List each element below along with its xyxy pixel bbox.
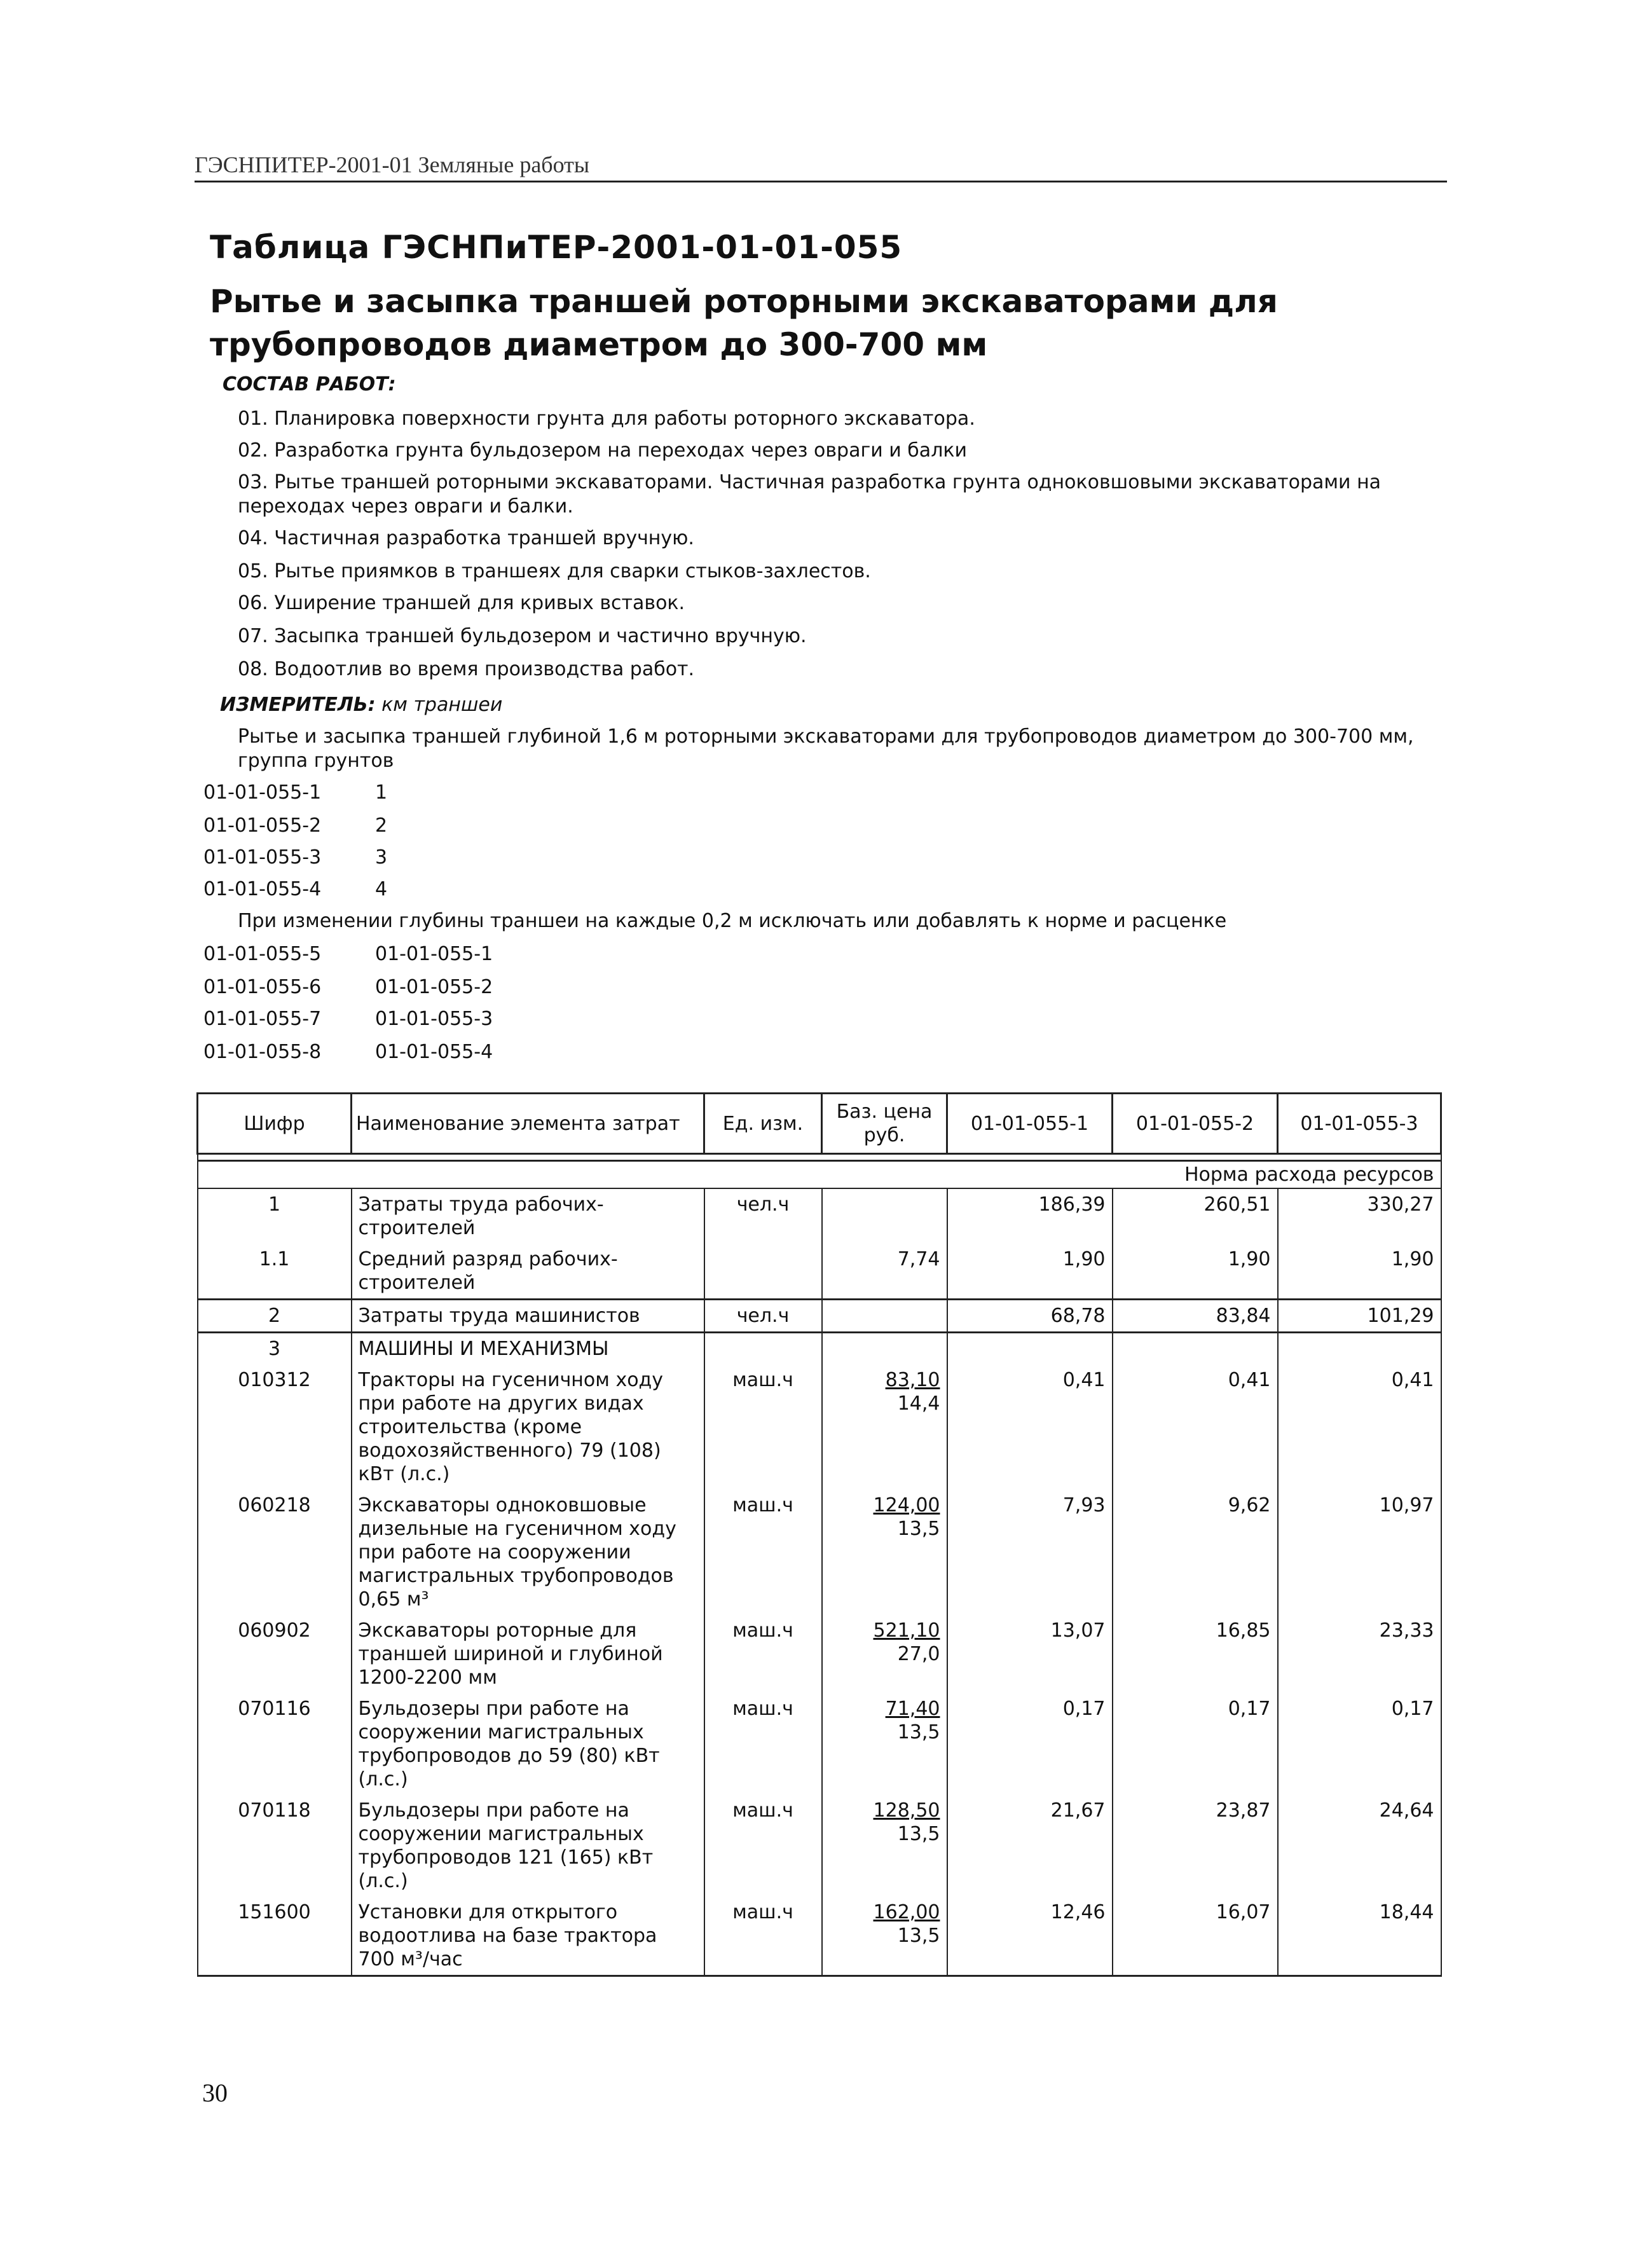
cell-price [822, 1490, 947, 1615]
cell-unit: маш.ч [704, 1490, 822, 1615]
price-rate: 13,5 [897, 1518, 940, 1540]
cell-value-2: 23,87 [1113, 1795, 1278, 1897]
cell-code: 010312 [198, 1364, 352, 1490]
cell-code: 3 [198, 1333, 352, 1365]
code: 01-01-055-8 [203, 1041, 322, 1063]
price-value: 124,00 [873, 1494, 940, 1516]
header-col1: 01-01-055-1 [947, 1094, 1113, 1154]
cell-code: 2 [198, 1300, 352, 1333]
price-value: 162,00 [873, 1901, 940, 1923]
cell-unit: чел.ч [704, 1300, 822, 1333]
cell-unit: маш.ч [704, 1897, 822, 1976]
price-value: 71,40 [885, 1698, 940, 1720]
table-row [198, 1897, 1441, 1976]
cell-code: 060218 [198, 1490, 352, 1615]
running-header: ГЭСНПИТЕР-2001-01 Земляные работы [195, 151, 1447, 182]
code-value: 01-01-055-2 [375, 976, 493, 998]
cell-unit: маш.ч [704, 1615, 822, 1693]
cell-price [822, 1300, 947, 1333]
cell-value-1: 12,46 [947, 1897, 1113, 1976]
cell-name: Тракторы на гусеничном ходу при работе на других видах строительства (кроме водохозяйственного) 79 (108) кВт (л.с.) [352, 1364, 704, 1490]
table-row [198, 1615, 1441, 1693]
cell-name: Затраты труда рабочих-строителей [352, 1188, 704, 1244]
code-value: 1 [375, 781, 388, 804]
work-item: 08. Водоотлив во время производства работ. [238, 658, 695, 680]
work-item: 04. Частичная разработка траншей вручную. [238, 527, 694, 549]
cell-value-2: 1,90 [1113, 1244, 1278, 1300]
table-row [198, 1188, 1441, 1244]
cell-code: 070116 [198, 1693, 352, 1795]
price-rate: 13,5 [897, 1925, 940, 1947]
cell-name: Затраты труда машинистов [352, 1300, 704, 1333]
cell-name: Экскаваторы роторные для траншей шириной и глубиной 1200-2200 мм [352, 1615, 704, 1693]
depth-note: При изменении глубины траншеи на каждые 0,2 м исключать или добавлять к норме и расценке [238, 910, 1227, 932]
table-row [198, 1300, 1441, 1333]
cell-code: 1.1 [198, 1244, 352, 1300]
cell-value-3: 330,27 [1278, 1188, 1441, 1244]
table-row [198, 1333, 1441, 1365]
price-value: 128,50 [873, 1799, 940, 1822]
header-code: Шифр [198, 1094, 352, 1154]
price-rate: 13,5 [897, 1721, 940, 1743]
resource-norm-table [196, 1092, 1442, 1977]
subheader: Норма расхода ресурсов [198, 1161, 1441, 1189]
table-title: Таблица ГЭСНПиТЕР-2001-01-01-055 [210, 229, 903, 266]
measure-text [220, 693, 502, 717]
header-price: Баз. цена руб. [822, 1094, 947, 1154]
code-value: 01-01-055-4 [375, 1041, 493, 1063]
cell-value-2: 16,85 [1113, 1615, 1278, 1693]
cell-code: 1 [198, 1188, 352, 1244]
price-rate: 14,4 [897, 1392, 940, 1415]
price-rate: 13,5 [897, 1823, 940, 1845]
table-row [198, 1364, 1441, 1490]
table-row [198, 1795, 1441, 1897]
work-item: 01. Планировка поверхности грунта для работы роторного экскаватора. [238, 408, 975, 430]
header-col2: 01-01-055-2 [1113, 1094, 1278, 1154]
cell-code: 070118 [198, 1795, 352, 1897]
code-value: 4 [375, 878, 388, 900]
work-item: 02. Разработка грунта бульдозером на переходах через овраги и балки [238, 439, 967, 462]
cell-name: Средний разряд рабочих-строителей [352, 1244, 704, 1300]
cell-unit [704, 1244, 822, 1300]
cell-value-2: 260,51 [1113, 1188, 1278, 1244]
code-value: 2 [375, 814, 388, 837]
cell-price [822, 1897, 947, 1976]
code: 01-01-055-2 [203, 814, 322, 837]
code: 01-01-055-6 [203, 976, 322, 998]
header-name: Наименование элемента затрат [352, 1094, 704, 1154]
cell-code: 151600 [198, 1897, 352, 1976]
cell-price [822, 1615, 947, 1693]
cell-name: Бульдозеры при работе на сооружении магистральных трубопроводов до 59 (80) кВт (л.с.) [352, 1693, 704, 1795]
code-value: 01-01-055-3 [375, 1008, 493, 1030]
cell-value-1: 7,93 [947, 1490, 1113, 1615]
cell-value-3: 23,33 [1278, 1615, 1441, 1693]
page-number: 30 [202, 2079, 228, 2107]
cell-value-1: 0,41 [947, 1364, 1113, 1490]
cell-value-2: 83,84 [1113, 1300, 1278, 1333]
work-item: 07. Засыпка траншей бульдозером и частично вручную. [238, 625, 807, 647]
work-composition-label: СОСТАВ РАБОТ: [223, 373, 396, 395]
code: 01-01-055-4 [203, 878, 322, 900]
cell-value-2: 16,07 [1113, 1897, 1278, 1976]
cell-unit: маш.ч [704, 1364, 822, 1490]
table-subtitle: Рытье и засыпка траншей роторными экскаваторами для трубопроводов диаметром до 300-700 мм [210, 283, 1278, 363]
table-row [198, 1490, 1441, 1615]
cell-value-3: 24,64 [1278, 1795, 1441, 1897]
cell-price: 7,74 [822, 1244, 947, 1300]
header-unit: Ед. изм. [704, 1094, 822, 1154]
code: 01-01-055-3 [203, 846, 322, 869]
price-value: 521,10 [873, 1619, 940, 1642]
work-item: 05. Рытье приямков в траншеях для сварки стыков-захлестов. [238, 560, 871, 582]
cell-value-2: 0,41 [1113, 1364, 1278, 1490]
measure-label: ИЗМЕРИТЕЛЬ: [220, 694, 376, 716]
cell-value-3: 0,41 [1278, 1364, 1441, 1490]
cell-price [822, 1364, 947, 1490]
table-header-row [198, 1094, 1441, 1154]
cell-value-1: 186,39 [947, 1188, 1113, 1244]
cell-price [822, 1188, 947, 1244]
cell-name: Установки для открытого водоотлива на базе трактора 700 м³/час [352, 1897, 704, 1976]
cell-name: Бульдозеры при работе на сооружении магистральных трубопроводов 121 (165) кВт (л.с.) [352, 1795, 704, 1897]
cell-price [822, 1693, 947, 1795]
cell-name: МАШИНЫ И МЕХАНИЗМЫ [352, 1333, 704, 1365]
description: Рытье и засыпка траншей глубиной 1,6 м роторными экскаваторами для трубопроводов диаметром до 300-700 мм, группа грунтов [238, 725, 1414, 772]
price-value: 83,10 [885, 1369, 940, 1391]
cell-price [822, 1795, 947, 1897]
code-value: 01-01-055-1 [375, 943, 493, 965]
cell-value-3: 10,97 [1278, 1490, 1441, 1615]
cell-value-2: 9,62 [1113, 1490, 1278, 1615]
work-item: 03. Рытье траншей роторными экскаваторами. Частичная разработка грунта одноковшовыми экскаваторами на переходах через овраги и балки. [238, 471, 1382, 518]
cell-value-3: 18,44 [1278, 1897, 1441, 1976]
cell-unit: маш.ч [704, 1693, 822, 1795]
measure-value: км траншеи [381, 694, 503, 716]
cell-value-3: 1,90 [1278, 1244, 1441, 1300]
cell-value-1: 0,17 [947, 1693, 1113, 1795]
cell-unit: чел.ч [704, 1188, 822, 1244]
code-value: 3 [375, 846, 388, 869]
code: 01-01-055-7 [203, 1008, 322, 1030]
cell-value-1: 68,78 [947, 1300, 1113, 1333]
cell-value-1: 13,07 [947, 1615, 1113, 1693]
table-row [198, 1693, 1441, 1795]
cell-code: 060902 [198, 1615, 352, 1693]
cell-value-3: 101,29 [1278, 1300, 1441, 1333]
spacer-row [198, 1154, 1441, 1161]
cell-value-1: 21,67 [947, 1795, 1113, 1897]
cell-unit: маш.ч [704, 1795, 822, 1897]
table-row [198, 1244, 1441, 1300]
price-rate: 27,0 [897, 1643, 940, 1665]
code: 01-01-055-1 [203, 781, 322, 804]
cell-value-1: 1,90 [947, 1244, 1113, 1300]
work-item: 06. Уширение траншей для кривых вставок. [238, 592, 685, 614]
cell-name: Экскаваторы одноковшовые дизельные на гусеничном ходу при работе на сооружении магистральных трубопроводов 0,65 м³ [352, 1490, 704, 1615]
subheader-row [198, 1161, 1441, 1189]
code: 01-01-055-5 [203, 943, 322, 965]
cell-value-2: 0,17 [1113, 1693, 1278, 1795]
cell-value-3: 0,17 [1278, 1693, 1441, 1795]
header-col3: 01-01-055-3 [1278, 1094, 1441, 1154]
